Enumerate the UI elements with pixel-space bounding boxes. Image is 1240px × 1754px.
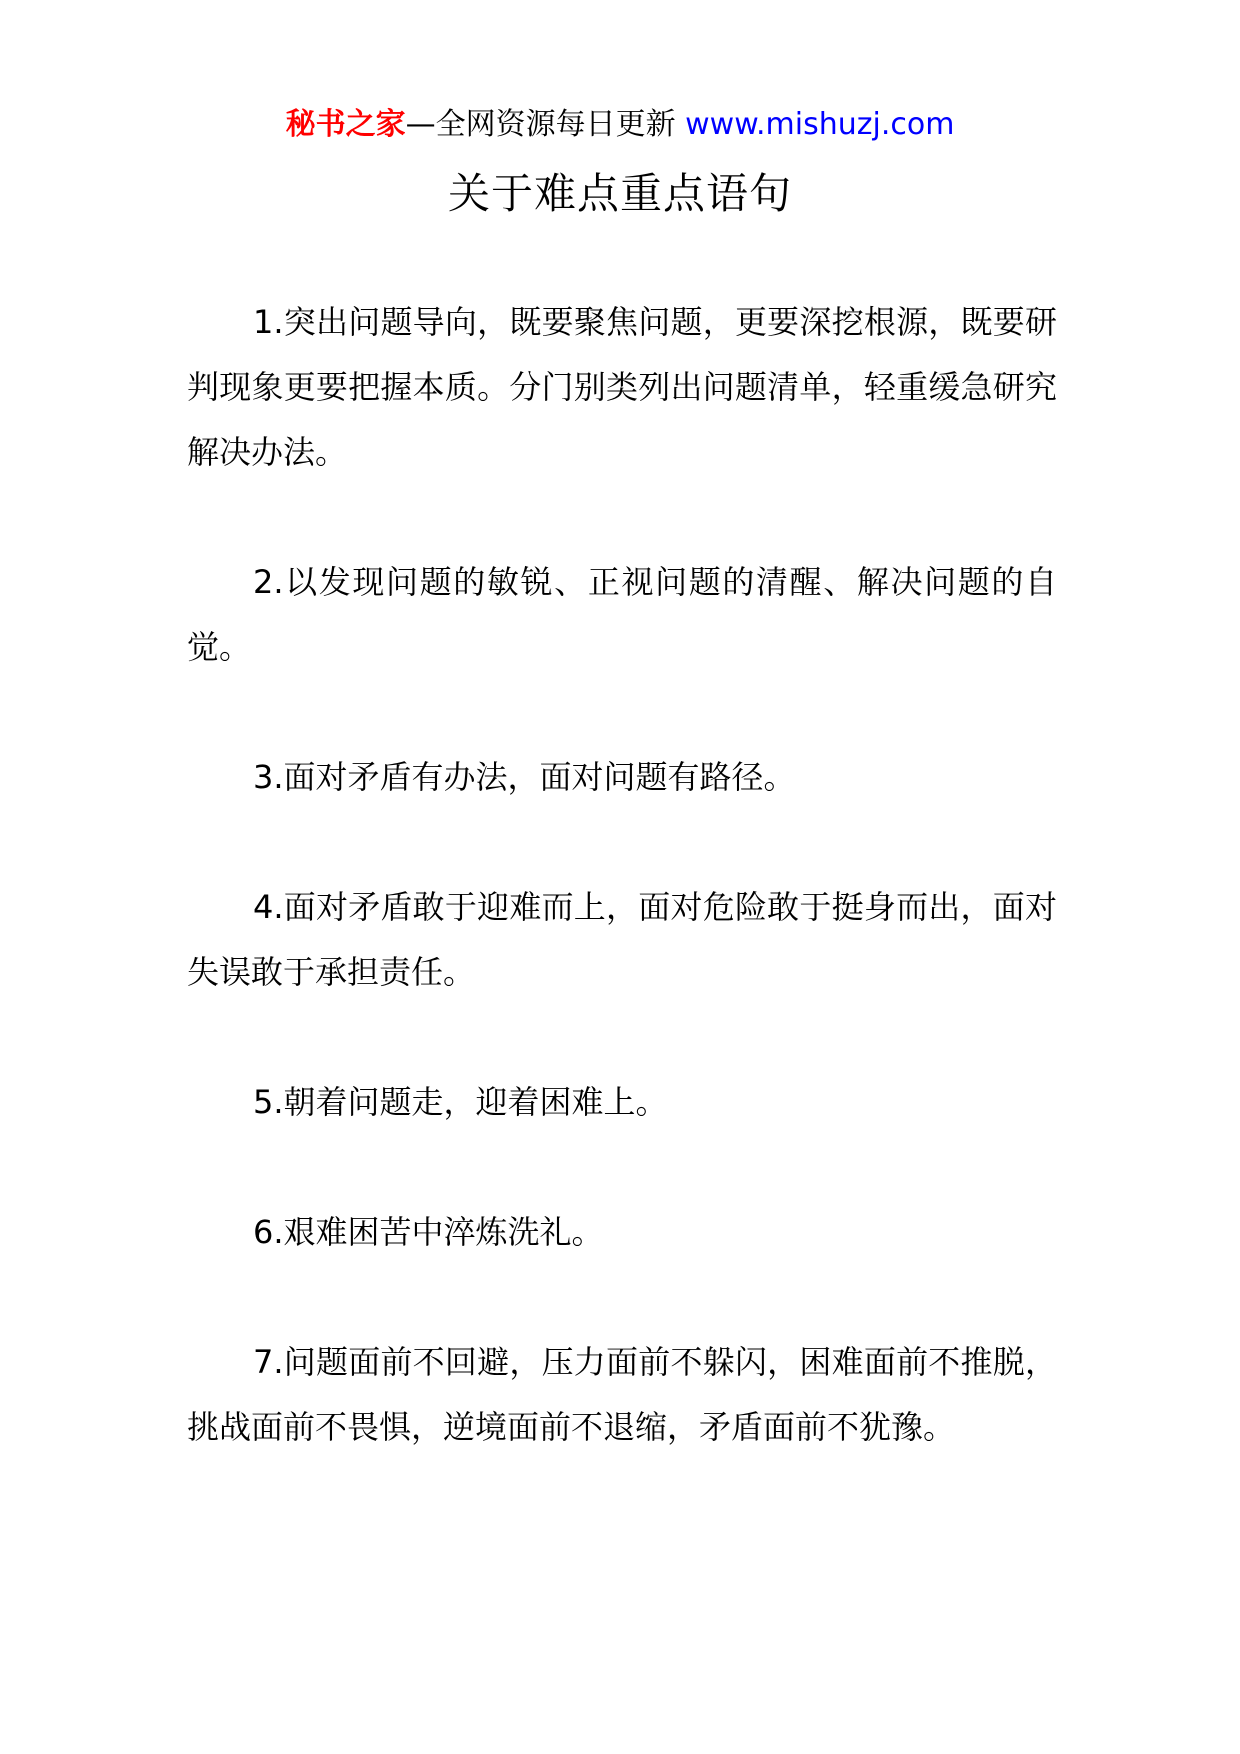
header-tagline: —全网资源每日更新 [405,107,686,142]
document-title: 关于难点重点语句 [447,169,792,218]
paragraph-4: 4.面对矛盾敢于迎难而上，面对危险敢于挺身而出，面对失误敢于承担责任。 [187,888,1057,991]
paragraph-5: 5.朝着问题走，迎着困难上。 [253,1083,668,1121]
paragraph-1: 1.突出问题导向，既要聚焦问题，更要深挖根源，既要研判现象更要把握本质。分门别类列出问题清单，轻重缓急研究解决办法。 [187,303,1057,471]
site-header [0,100,1240,150]
paragraph-3: 3.面对矛盾有办法，面对问题有路径。 [253,758,796,796]
document-body [187,290,1057,1525]
brand-name: 秘书之家 [285,107,406,142]
paragraph-6: 6.艰难困苦中淬炼洗礼。 [253,1213,604,1251]
paragraph-2: 2.以发现问题的敏锐、正视问题的清醒、解决问题的自觉。 [187,563,1057,666]
site-url: www.mishuzj.com [685,107,955,142]
paragraph-7: 7.问题面前不回避，压力面前不躲闪，困难面前不推脱，挑战面前不畏惧，逆境面前不退缩，矛盾面前不犹豫。 [187,1343,1057,1446]
